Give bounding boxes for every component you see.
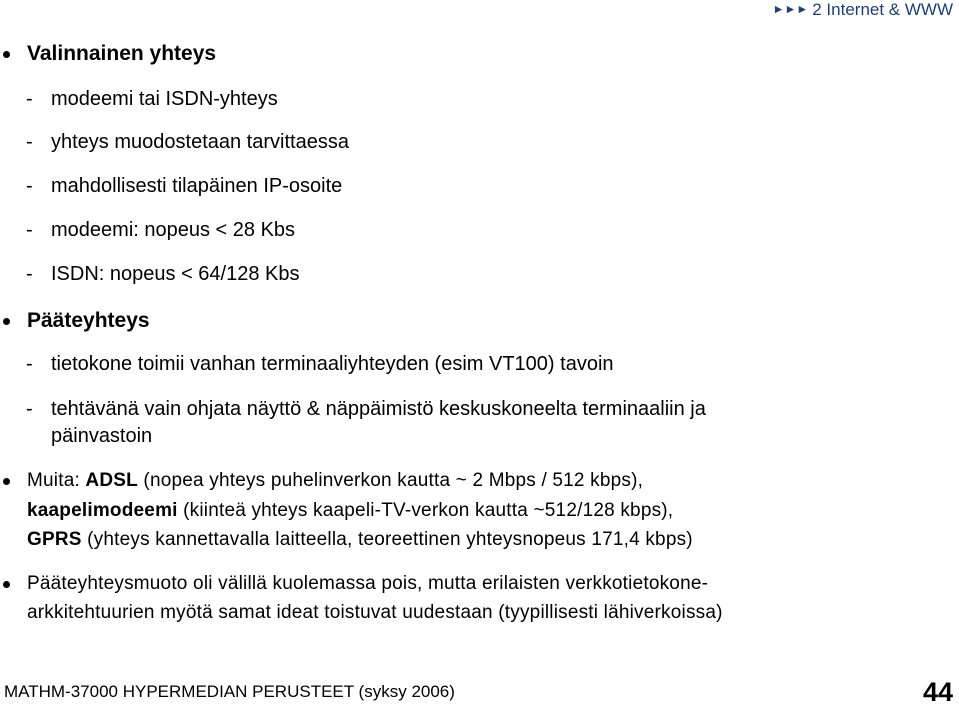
sub-item-text: modeemi: nopeus < 28 Kbs — [51, 219, 296, 241]
bullet-title: Pääteyhteys — [27, 309, 150, 332]
sub-item-text: tehtävänä vain ohjata näyttö & näppäimistö keskuskoneelta terminaaliin ja — [51, 398, 706, 420]
sub-item-text: tietokone toimii vanhan terminaaliyhteyden (esim VT100) tavoin — [51, 353, 614, 375]
paateyhteysmuoto-line-1: Pääteyhteysmuoto oli välillä kuolemassa pois, mutta erilaisten verkkotietokone- — [27, 573, 709, 594]
sub-item-continuation: päinvastoin — [51, 425, 153, 447]
paateyhteysmuoto-line-2: arkkitehtuurien myötä samat ideat toistuvat uudestaan (tyypillisesti lähiverkoissa) — [27, 602, 723, 623]
page-number: 44 — [922, 677, 953, 707]
kaapelimodeemi-term: kaapelimodeemi — [27, 500, 178, 521]
bullet-dot-icon — [3, 478, 10, 485]
bullet-dot-icon — [3, 318, 10, 325]
footer-course: MATHM-37000 HYPERMEDIAN PERUSTEET (syksy 2006) — [4, 682, 455, 701]
gprs-term: GPRS — [27, 529, 82, 550]
bullet-title: Valinnainen yhteys — [27, 42, 217, 65]
slide-header — [773, 0, 953, 21]
sub-item-text: modeemi tai ISDN-yhteys — [51, 88, 278, 110]
adsl-term: ADSL — [85, 470, 138, 491]
muita-line-3: GPRS (yhteys kannettavalla laitteella, teoreettinen yhteysnopeus 171,4 kbps) — [27, 529, 693, 550]
sub-item-text: ISDN: nopeus < 64/128 Kbs — [51, 263, 300, 285]
muita-line-1: Muita: ADSL (nopea yhteys puhelinverkon kautta ~ 2 Mbps / 512 kbps), — [27, 470, 644, 491]
bullet-dot-icon — [3, 51, 10, 58]
sub-item-text: yhteys muodostetaan tarvittaessa — [51, 131, 349, 153]
muita-line-2: kaapelimodeemi (kiinteä yhteys kaapeli-TV-verkon kautta ~512/128 kbps), — [27, 500, 674, 521]
arrows-icon: ►►► — [772, 2, 809, 16]
sub-item-text: mahdollisesti tilapäinen IP-osoite — [51, 175, 343, 197]
header-title: 2 Internet & WWW — [812, 0, 953, 19]
bullet-dot-icon — [3, 581, 10, 588]
